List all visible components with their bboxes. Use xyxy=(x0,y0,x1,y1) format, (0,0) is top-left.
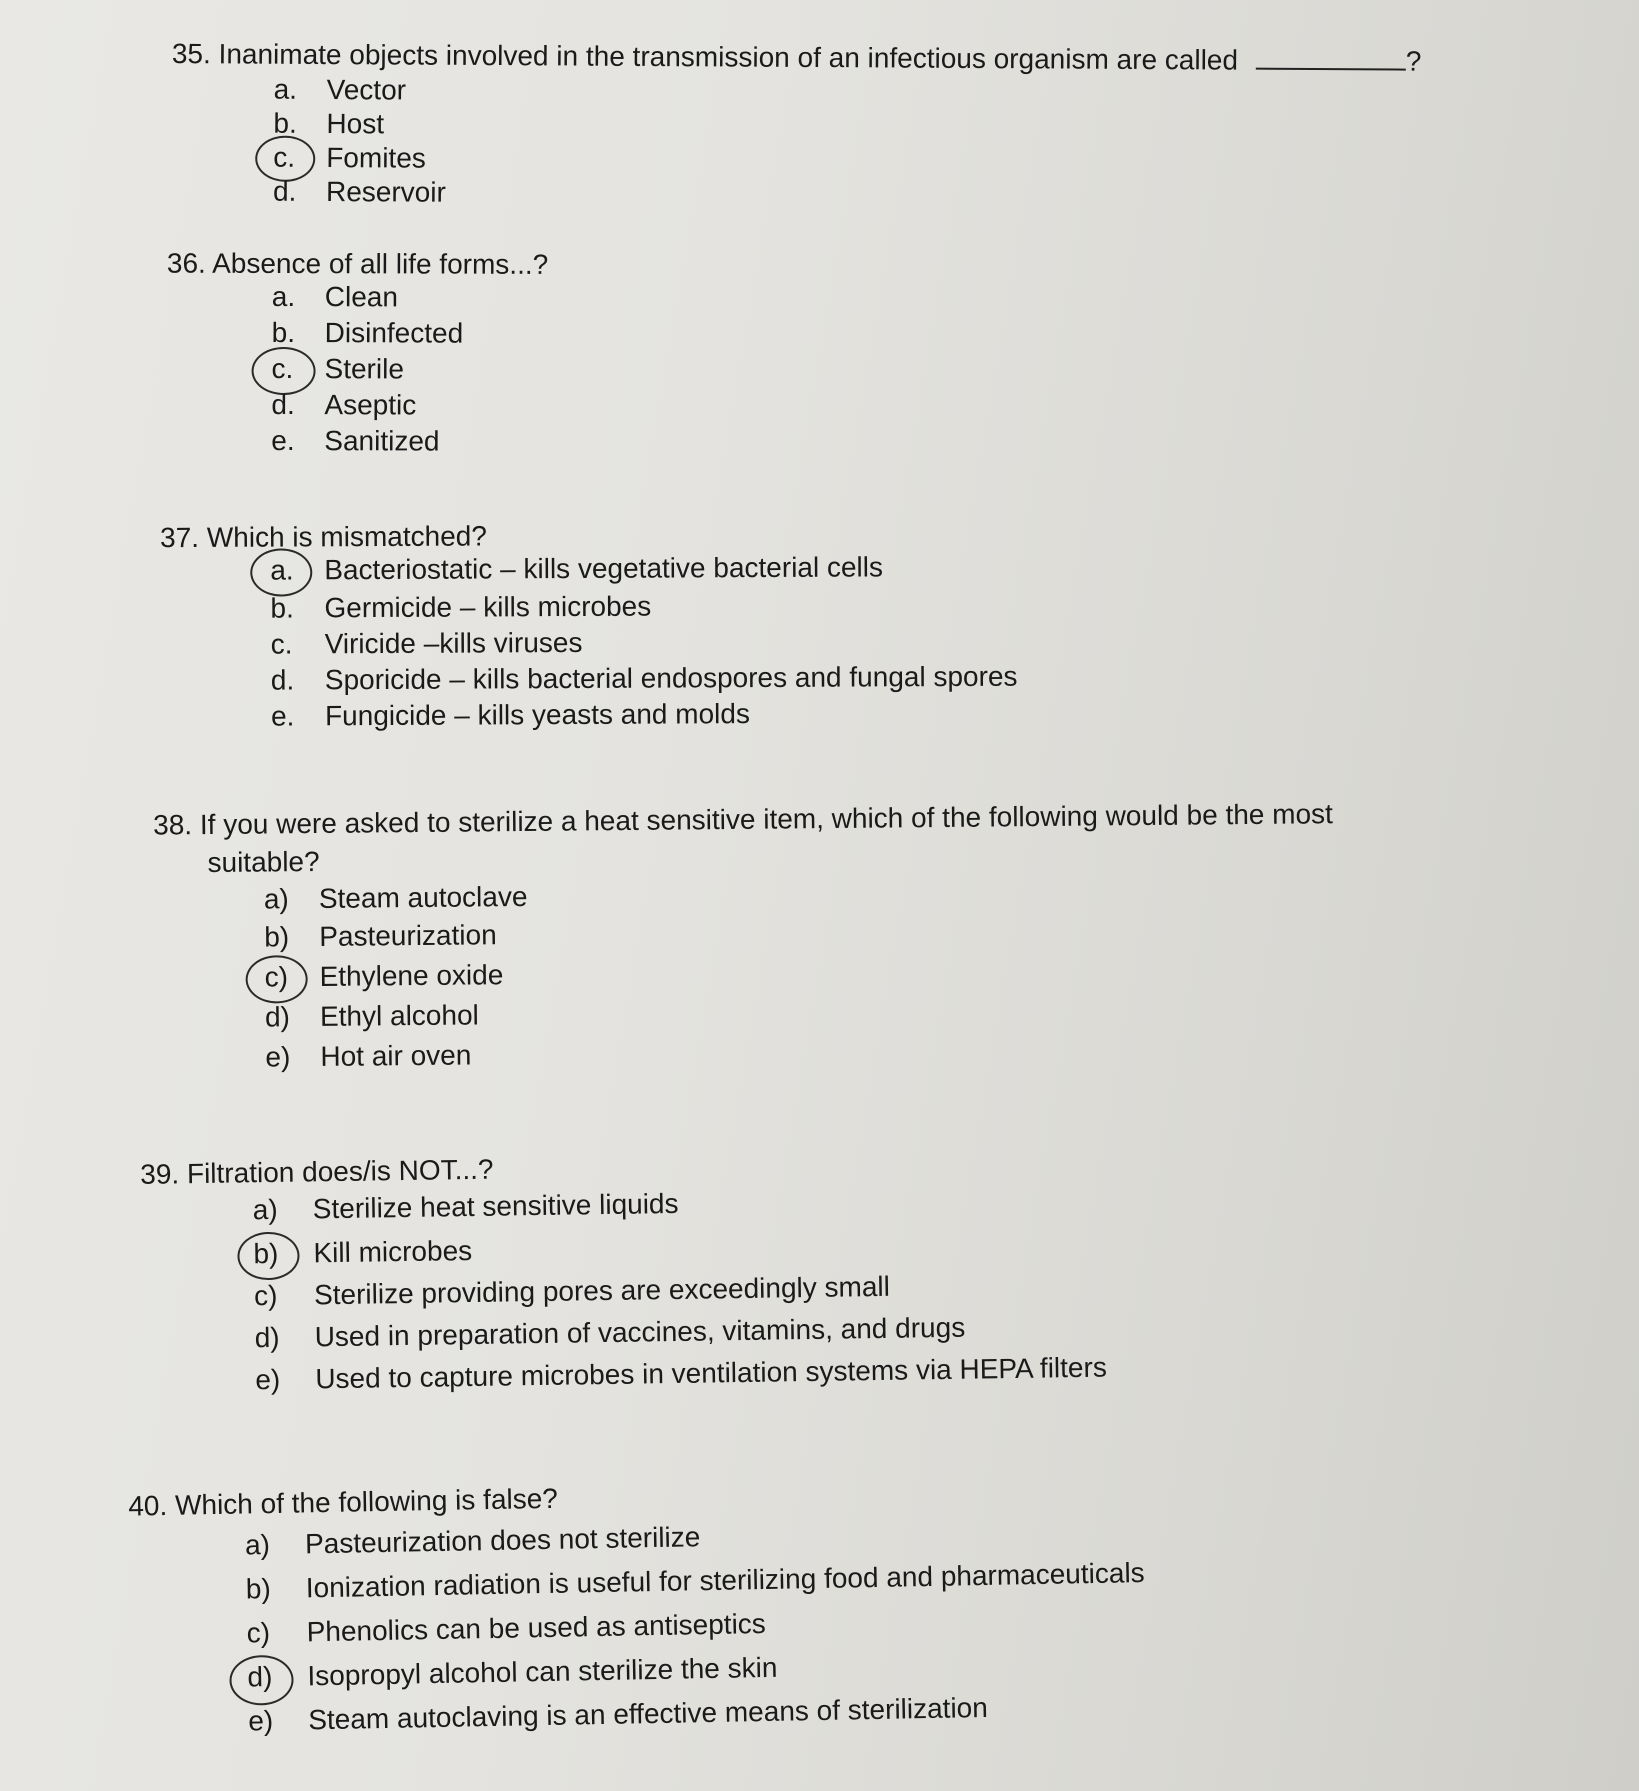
question-number: 38. xyxy=(153,809,193,841)
option-letter: b) xyxy=(245,1573,272,1605)
option-letter: c. xyxy=(271,352,294,385)
option-letter: b) xyxy=(253,1237,279,1270)
option-letter: d. xyxy=(270,664,295,696)
option-letter: d) xyxy=(264,1001,291,1033)
option-text: Vector xyxy=(326,73,407,106)
option-text: Pasteurization xyxy=(319,919,497,952)
option-letter: e) xyxy=(255,1363,281,1396)
question-number: 35. xyxy=(171,38,211,70)
option-text: Kill microbes xyxy=(313,1235,473,1269)
question-35 xyxy=(0,34,1560,208)
option-text: Ethylene oxide xyxy=(319,959,504,992)
question-number: 37. xyxy=(160,521,200,554)
option-letter: e) xyxy=(265,1041,291,1073)
option-letter: c) xyxy=(264,961,289,993)
question-stem xyxy=(140,1133,1639,1194)
option-text: Host xyxy=(326,107,385,140)
option-letter: a. xyxy=(271,280,296,313)
option-letter: c. xyxy=(270,628,293,660)
question-37 xyxy=(0,512,1560,732)
question-text: Which of the following is false? xyxy=(174,1482,559,1521)
question-number: 36. xyxy=(166,247,206,279)
option-text: Fomites xyxy=(326,141,426,174)
option-letter: a) xyxy=(263,883,289,915)
option-text: Steam autoclave xyxy=(318,880,528,914)
option-text: Sterilize heat sensitive liquids xyxy=(312,1187,679,1225)
option-letter: c) xyxy=(246,1617,271,1649)
option-text: Sterilize providing pores are exceedingly small xyxy=(313,1270,891,1311)
option-letter: d) xyxy=(254,1321,280,1354)
option-text: Ethyl alcohol xyxy=(319,999,479,1032)
option-letter: d) xyxy=(247,1661,273,1693)
option-letter: e. xyxy=(270,700,295,732)
question-text: Inanimate objects involved in the transmission of an infectious organism are called xyxy=(218,38,1239,76)
option-text: Aseptic xyxy=(324,389,417,421)
option-text: Sanitized xyxy=(324,425,440,457)
option-letter: a) xyxy=(244,1529,271,1561)
option-letter: a. xyxy=(270,554,294,586)
option-letter: b. xyxy=(271,316,296,349)
option-letter: c) xyxy=(253,1279,278,1312)
question-text: If you were asked to sterilize a heat sensitive item, which of the following would be the most xyxy=(199,798,1333,841)
option-letter: c. xyxy=(273,141,296,173)
option-text: Disinfected xyxy=(324,317,464,349)
question-number: 40. xyxy=(128,1489,168,1522)
option-letter: a) xyxy=(252,1193,278,1226)
question-38 xyxy=(0,793,1561,1073)
option-text: Used to capture microbes in ventilation systems via HEPA filters xyxy=(315,1351,1108,1395)
question-text-line2: suitable? xyxy=(207,845,320,879)
option-text: Hot air oven xyxy=(320,1039,472,1072)
option-text: Fungicide – kills yeasts and molds xyxy=(324,698,750,732)
answer-blank xyxy=(1256,44,1406,71)
option-letter: b. xyxy=(273,107,297,139)
question-36 xyxy=(0,244,1560,457)
option-letter: d. xyxy=(272,175,297,207)
option-text: Steam autoclaving is an effective means of sterilization xyxy=(307,1691,989,1736)
option-text: Clean xyxy=(324,281,399,313)
option-letter: a. xyxy=(273,73,298,105)
option-letter: b. xyxy=(270,592,294,624)
option-letter: b) xyxy=(264,921,290,953)
option-letter: d. xyxy=(271,388,295,421)
option-text: Bacteriostatic – kills vegetative bacterial cells xyxy=(324,551,884,586)
option-text: Viricide –kills viruses xyxy=(324,626,583,660)
question-stem xyxy=(128,1459,1639,1526)
question-suffix: ? xyxy=(1405,45,1422,77)
question-40 xyxy=(0,1461,1560,1737)
option-text: Reservoir xyxy=(325,175,446,208)
option-text: Pasteurization does not sterilize xyxy=(304,1521,701,1560)
option-text: Used in preparation of vaccines, vitamins, and drugs xyxy=(314,1311,966,1353)
question-text: Which is mismatched? xyxy=(206,520,487,553)
question-39 xyxy=(0,1135,1560,1396)
question-text: Filtration does/is NOT...? xyxy=(186,1153,494,1190)
question-number: 39. xyxy=(140,1158,180,1190)
option-letter: e) xyxy=(247,1705,274,1737)
question-stem xyxy=(160,511,1639,557)
option-letter: e. xyxy=(271,424,295,457)
option-text: Sterile xyxy=(324,353,404,385)
question-text: Absence of all life forms...? xyxy=(212,247,549,280)
option-text: Germicide – kills microbes xyxy=(324,590,652,624)
option-text: Isopropyl alcohol can sterilize the skin xyxy=(307,1651,778,1692)
option-text: Ionization radiation is useful for sterilizing food and pharmaceuticals xyxy=(305,1557,1145,1604)
option-text: Sporicide – kills bacterial endospores and fungal spores xyxy=(324,660,1018,696)
option-text: Phenolics can be used as antiseptics xyxy=(306,1607,767,1648)
